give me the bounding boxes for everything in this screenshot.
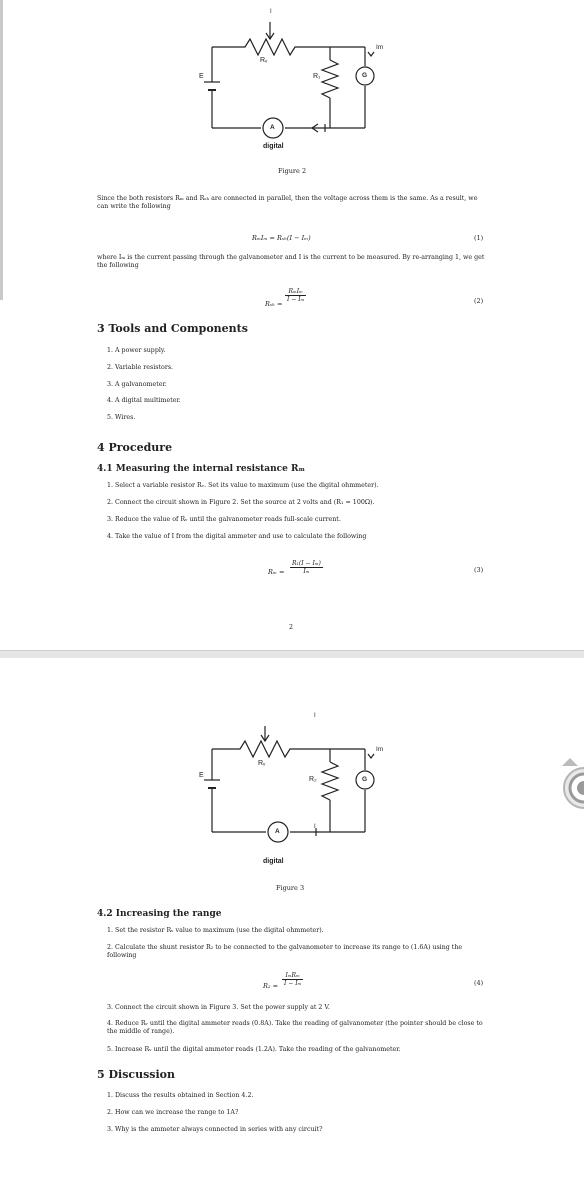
intro-paragraph: Since the both resistors Rₘ and Rₛₕ are connected in parallel, then the voltage across them is the same. As a result, we can write the following bbox=[97, 195, 478, 210]
equation-1-number: (1) bbox=[474, 234, 484, 242]
recording-target-icon[interactable] bbox=[550, 758, 584, 808]
section-4-heading: 4 Procedure bbox=[97, 441, 173, 454]
equation-4-denominator: I − Iₘ bbox=[284, 980, 302, 987]
equation-3-numerator: R₁(I − Iₘ) bbox=[292, 560, 321, 567]
label-rv: Rᵥ bbox=[258, 760, 266, 767]
ammeter-symbol: A bbox=[270, 124, 275, 131]
procedure-item: 3. Reduce the value of Rᵥ until the galvanometer reads full-scale current. bbox=[107, 516, 341, 523]
where-paragraph: where Iₘ is the current passing through the galvanometer and I is the current to be measured. By re-arranging 1, we get the following bbox=[97, 254, 485, 269]
label-r2: R₂ bbox=[309, 776, 317, 783]
label-e: E bbox=[199, 73, 204, 80]
tools-item: 2. Variable resistors. bbox=[107, 364, 174, 371]
equation-2-numerator: RₘIₘ bbox=[285, 288, 306, 296]
equation-1: RₘIₘ = Rₛₕ(I − Iₘ) bbox=[252, 234, 311, 242]
equation-3-lhs: Rₘ = bbox=[268, 568, 285, 576]
figure-2-caption: Figure 2 bbox=[278, 167, 307, 175]
galvanometer-symbol: G bbox=[362, 776, 368, 783]
range-item: 3. Connect the circuit shown in Figure 3. Set the power supply at 2 V. bbox=[107, 1004, 330, 1011]
label-current-i: I bbox=[314, 713, 316, 719]
equation-2-fraction bbox=[285, 288, 306, 303]
procedure-item: 2. Connect the circuit shown in Figure 2. Set the source at 2 volts and (R₁ = 100Ω). bbox=[107, 499, 375, 506]
discussion-item: 2. How can we increase the range to 1A? bbox=[107, 1109, 239, 1116]
floating-record-widget[interactable] bbox=[550, 758, 584, 808]
tools-item: 4. A digital multimeter. bbox=[107, 397, 181, 404]
circuit-figure-2 bbox=[0, 0, 584, 160]
label-digital: digital bbox=[263, 143, 284, 150]
discussion-item: 1. Discuss the results obtained in Section 4.2. bbox=[107, 1092, 254, 1099]
equation-2-lhs: Rₛₕ = bbox=[265, 300, 283, 308]
equation-2-number: (2) bbox=[474, 297, 484, 305]
label-rv: Rᵥ bbox=[260, 57, 268, 64]
range-item: 2. Calculate the shunt resistor R₂ to be connected to the galvanometer to increase its range to (1.6A) using the following bbox=[107, 944, 463, 959]
page-number: 2 bbox=[289, 624, 294, 631]
equation-4-lhs: R₂ = bbox=[263, 982, 279, 990]
equation-3-number: (3) bbox=[474, 566, 484, 574]
label-e: E bbox=[199, 772, 204, 779]
range-item: 5. Increase Rᵥ until the digital ammeter reads (1.2A). Take the reading of the galvanometer. bbox=[107, 1046, 401, 1053]
tools-item: 5. Wires. bbox=[107, 414, 136, 421]
label-r1: R₁ bbox=[313, 73, 321, 80]
procedure-item: 1. Select a variable resistor Rᵥ. Set its value to maximum (use the digital ohmmeter). bbox=[107, 482, 379, 489]
subsection-4-1-heading: 4.1 Measuring the internal resistance Rₘ bbox=[97, 464, 306, 474]
equation-4-numerator: IₘRₘ bbox=[282, 972, 303, 980]
label-digital: digital bbox=[263, 858, 284, 865]
equation-4-fraction bbox=[282, 972, 303, 987]
tools-item: 1. A power supply. bbox=[107, 347, 166, 354]
equation-2-denominator: I − Iₘ bbox=[287, 296, 305, 303]
circuit-figure-3 bbox=[0, 658, 584, 858]
discussion-item: 3. Why is the ammeter always connected in series with any circuit? bbox=[107, 1126, 323, 1133]
subsection-4-2-heading: 4.2 Increasing the range bbox=[97, 909, 222, 919]
equation-3-denominator: Iₘ bbox=[303, 568, 310, 575]
equation-3-fraction bbox=[290, 560, 323, 575]
range-item: 4. Reduce Rᵥ until the digital ammeter reads (0.8A). Take the reading of galvanometer (the pointer should be close to the middle of range). bbox=[107, 1020, 483, 1035]
procedure-item: 4. Take the value of I from the digital ammeter and use to calculate the following bbox=[107, 533, 367, 540]
label-current-i-bottom: I bbox=[314, 824, 316, 830]
section-5-heading: 5 Discussion bbox=[97, 1068, 175, 1081]
ammeter-symbol: A bbox=[275, 828, 280, 835]
label-im: Im bbox=[376, 746, 384, 753]
galvanometer-symbol: G bbox=[362, 72, 368, 79]
document-page-2 bbox=[0, 658, 584, 1200]
equation-4-number: (4) bbox=[474, 979, 484, 987]
label-current-i: I bbox=[270, 9, 272, 15]
range-item: 1. Set the resistor Rᵥ value to maximum (use the digital ohmmeter). bbox=[107, 927, 324, 934]
figure-3-caption: Figure 3 bbox=[276, 884, 305, 892]
label-im: Im bbox=[376, 44, 384, 51]
tools-item: 3. A galvanometer. bbox=[107, 381, 167, 388]
section-3-heading: 3 Tools and Components bbox=[97, 322, 248, 335]
